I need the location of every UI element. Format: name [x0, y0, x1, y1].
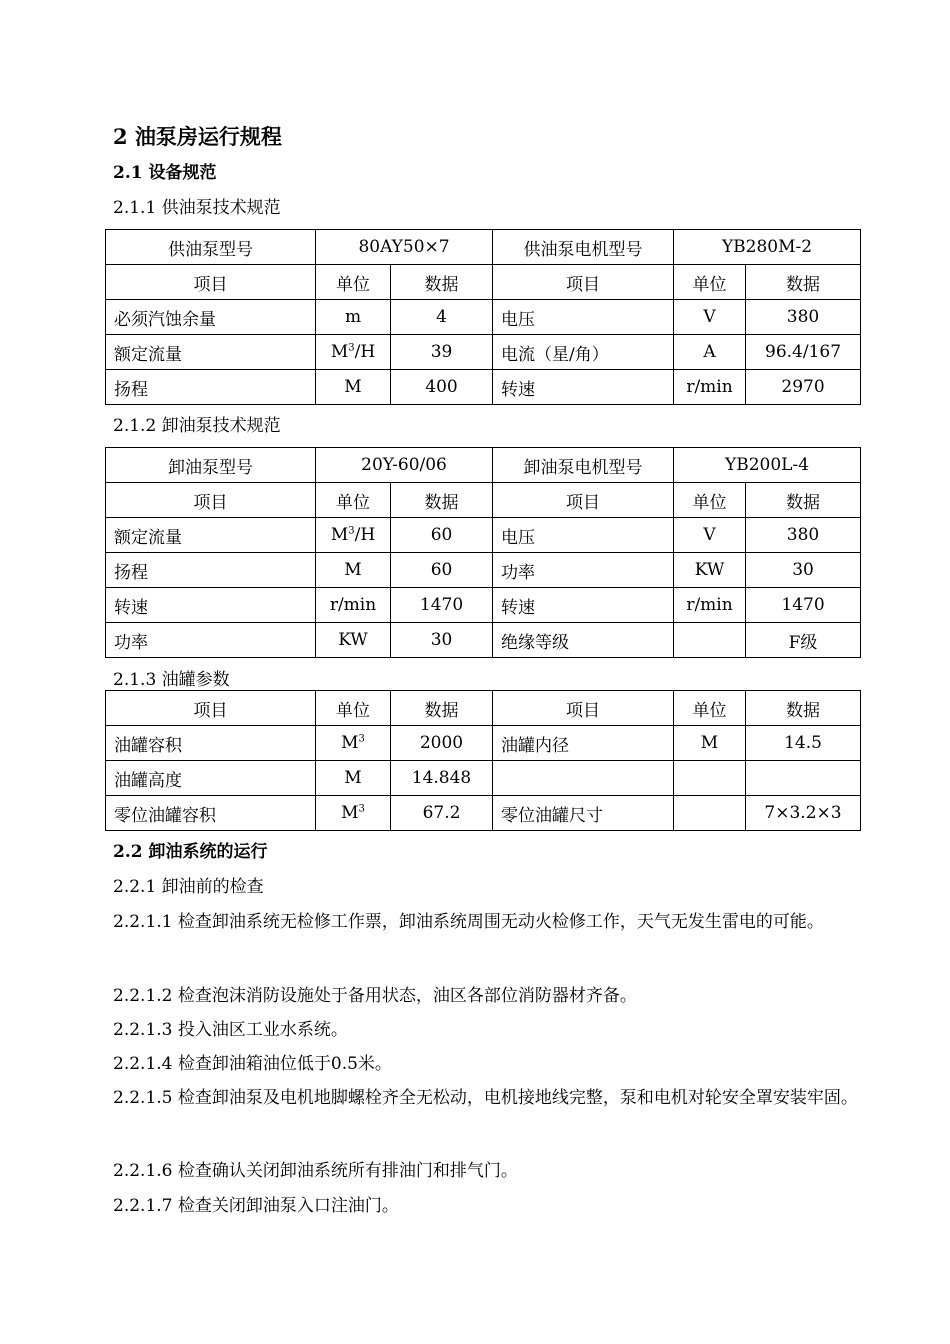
table-cell: F级: [746, 623, 861, 658]
chapter-heading: 2 油泵房运行规程: [113, 124, 282, 149]
table-cell: KW: [316, 623, 391, 658]
table-row: [106, 796, 861, 831]
table-cell: 96.4/167: [746, 335, 861, 370]
table-cell: 60: [391, 553, 493, 588]
table-cell: 7×3.2×3: [746, 796, 861, 831]
column-header: 单位: [316, 483, 391, 518]
table-row: [106, 553, 861, 588]
table-cell: 60: [391, 518, 493, 553]
unit-suffix: /H: [354, 525, 376, 545]
column-header: 单位: [674, 265, 746, 300]
paragraph: 2.2.1.4 检查卸油箱油位低于0.5米。: [113, 1054, 392, 1074]
column-header: 单位: [316, 265, 391, 300]
table-cell: YB200L-4: [674, 448, 861, 483]
table-cell: 油罐容积: [106, 726, 316, 761]
table-cell: 380: [746, 300, 861, 335]
unit-superscript: 3: [358, 803, 365, 815]
table-cell: M: [674, 726, 746, 761]
unit-superscript: 3: [358, 733, 365, 745]
table-cell: 必须汽蚀余量: [106, 300, 316, 335]
table-cell: 额定流量: [106, 518, 316, 553]
table-row: [106, 588, 861, 623]
table-cell: 零位油罐尺寸: [493, 796, 674, 831]
unit-base: M: [330, 525, 349, 545]
table-cell: 绝缘等级: [493, 623, 674, 658]
table-cell-unit: [316, 726, 391, 761]
table-cell: 供油泵电机型号: [493, 230, 674, 265]
unit-base: M: [341, 733, 359, 753]
column-header: 项目: [493, 483, 674, 518]
table-row: [106, 623, 861, 658]
table-row: [106, 761, 861, 796]
table-head-row: [106, 448, 861, 483]
unit-base: M: [341, 803, 359, 823]
unit-base: M: [330, 342, 349, 362]
table-cell: 2970: [746, 370, 861, 405]
unit-suffix: /H: [354, 342, 376, 362]
unload-pump-spec-table: [105, 447, 861, 658]
paragraph: 2.2.1.1 检查卸油系统无检修工作票，卸油系统周围无动火检修工作，天气无发生雷电的可能。: [113, 912, 824, 932]
table-row: [106, 726, 861, 761]
oil-tank-parameter-table: [105, 690, 861, 831]
table-row: [106, 335, 861, 370]
table-cell-unit: [316, 335, 391, 370]
column-header: 数据: [746, 691, 861, 726]
table-cell: V: [674, 518, 746, 553]
section-heading-2-1: 2.1 设备规范: [113, 163, 217, 183]
paragraph: 2.2.1.7 检查关闭卸油泵入口注油门。: [113, 1196, 399, 1216]
paragraph: 2.2.1.5 检查卸油泵及电机地脚螺栓齐全无松动，电机接地线完整，泵和电机对轮安全罩安装牢固。: [113, 1088, 858, 1108]
table-cell: M: [316, 553, 391, 588]
table-cell: 零位油罐容积: [106, 796, 316, 831]
table-cell: KW: [674, 553, 746, 588]
table-cell: [674, 796, 746, 831]
table-cell: YB280M-2: [674, 230, 861, 265]
table-row: [106, 518, 861, 553]
paragraph: 2.2.1.3 投入油区工业水系统。: [113, 1020, 348, 1040]
table-row: [106, 370, 861, 405]
column-header: 单位: [674, 691, 746, 726]
table-cell: r/min: [674, 588, 746, 623]
table-cell: V: [674, 300, 746, 335]
table-cell: 4: [391, 300, 493, 335]
table-cell: 30: [391, 623, 493, 658]
table-cell: A: [674, 335, 746, 370]
column-header: 项目: [493, 691, 674, 726]
paragraph: 2.2.1.2 检查泡沫消防设施处于备用状态，油区各部位消防器材齐备。: [113, 986, 637, 1006]
section-heading-2-2: 2.2 卸油系统的运行: [113, 842, 268, 862]
table-cell-unit: [316, 518, 391, 553]
table-row: [106, 300, 861, 335]
table-cell: 20Y-60/06: [316, 448, 493, 483]
table-head-row: [106, 230, 861, 265]
table-cell: 14.5: [746, 726, 861, 761]
table-cell: M: [316, 370, 391, 405]
column-header: 单位: [316, 691, 391, 726]
table-cell: 2000: [391, 726, 493, 761]
table-cell: 功率: [106, 623, 316, 658]
table-cell: 39: [391, 335, 493, 370]
subsection-heading-2-1-3: 2.1.3 油罐参数: [113, 670, 230, 690]
table-cell: 电压: [493, 300, 674, 335]
table-cell: [674, 761, 746, 796]
column-header: 项目: [493, 265, 674, 300]
table-cell: 电压: [493, 518, 674, 553]
table-cell: [493, 761, 674, 796]
table-column-header-row: [106, 483, 861, 518]
table-cell: 380: [746, 518, 861, 553]
unit-superscript: 3: [348, 342, 355, 354]
subsection-heading-2-1-2: 2.1.2 卸油泵技术规范: [113, 416, 281, 436]
column-header: 项目: [106, 483, 316, 518]
table-cell: 转速: [493, 588, 674, 623]
table-cell: 电流（星/角）: [493, 335, 674, 370]
subsection-heading-2-2-1: 2.2.1 卸油前的检查: [113, 877, 264, 897]
table-cell: 油罐内径: [493, 726, 674, 761]
table-cell: 14.848: [391, 761, 493, 796]
table-cell: 400: [391, 370, 493, 405]
table-cell: M: [316, 761, 391, 796]
table-cell: 1470: [746, 588, 861, 623]
column-header: 数据: [746, 265, 861, 300]
table-cell: r/min: [316, 588, 391, 623]
table-cell: 油罐高度: [106, 761, 316, 796]
paragraph: 2.2.1.6 检查确认关闭卸油系统所有排油门和排气门。: [113, 1161, 518, 1181]
table-cell-unit: [316, 796, 391, 831]
table-cell: 1470: [391, 588, 493, 623]
table-cell: 供油泵型号: [106, 230, 316, 265]
table-cell: 80AY50×7: [316, 230, 493, 265]
column-header: 数据: [746, 483, 861, 518]
table-cell: m: [316, 300, 391, 335]
table-cell: 额定流量: [106, 335, 316, 370]
column-header: 单位: [674, 483, 746, 518]
table-cell: 扬程: [106, 553, 316, 588]
column-header: 项目: [106, 265, 316, 300]
table-column-header-row: [106, 265, 861, 300]
table-cell: 转速: [106, 588, 316, 623]
table-cell: 卸油泵电机型号: [493, 448, 674, 483]
table-cell: 30: [746, 553, 861, 588]
table-cell: [746, 761, 861, 796]
unit-superscript: 3: [348, 525, 355, 537]
table-cell: 功率: [493, 553, 674, 588]
column-header: 项目: [106, 691, 316, 726]
supply-pump-spec-table: [105, 229, 861, 405]
column-header: 数据: [391, 691, 493, 726]
table-cell: 卸油泵型号: [106, 448, 316, 483]
table-column-header-row: [106, 691, 861, 726]
table-cell: 转速: [493, 370, 674, 405]
table-cell: r/min: [674, 370, 746, 405]
column-header: 数据: [391, 483, 493, 518]
table-cell: 67.2: [391, 796, 493, 831]
table-cell: 扬程: [106, 370, 316, 405]
subsection-heading-2-1-1: 2.1.1 供油泵技术规范: [113, 198, 281, 218]
column-header: 数据: [391, 265, 493, 300]
table-cell: [674, 623, 746, 658]
